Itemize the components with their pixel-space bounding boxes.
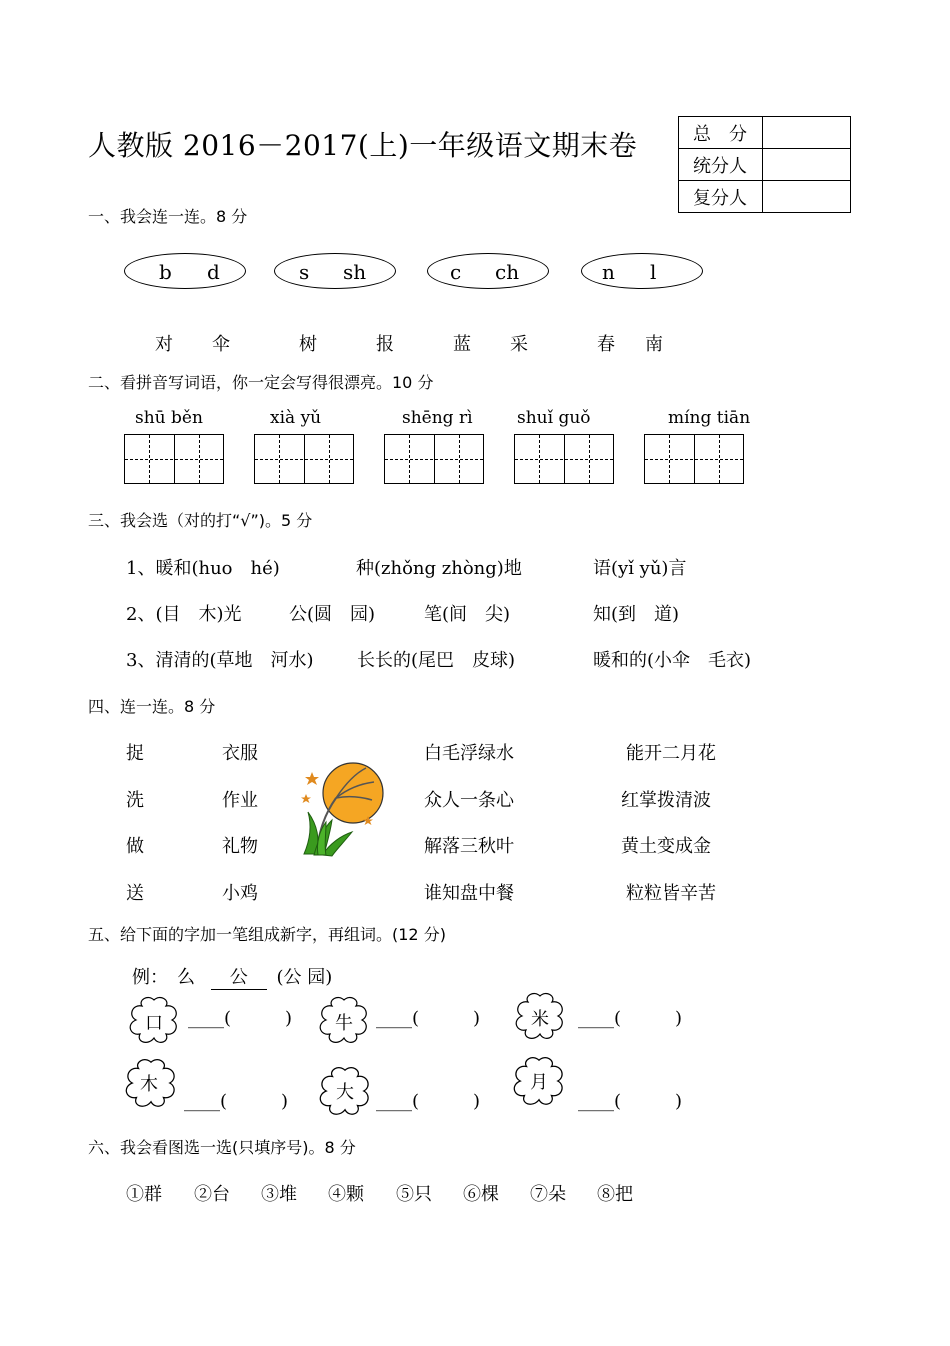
verb-4[interactable]: 送	[126, 883, 144, 904]
poem-first-4[interactable]: 谁知盘中餐	[424, 883, 514, 904]
writing-grid-4[interactable]	[514, 434, 614, 484]
flower-char-yue: 月	[512, 1056, 566, 1106]
choice-1-1[interactable]: 1、暖和(huo hé)	[126, 558, 280, 579]
measure-word-7[interactable]: ⑦朵	[530, 1184, 566, 1205]
choice-1-2[interactable]: 种(zhǒng zhòng)地	[356, 558, 522, 579]
pinyin-pair-2-a: s	[299, 260, 310, 284]
flower-char-niu: 牛	[318, 996, 370, 1044]
answer-blank-1[interactable]: ____( )	[188, 1008, 293, 1029]
answer-blank-5[interactable]: ____( )	[376, 1091, 481, 1112]
choice-2-3[interactable]: 笔(间 尖)	[424, 604, 511, 625]
pinyin-pair-1-a: b	[159, 260, 172, 284]
pinyin-pair-3-a: c	[450, 260, 462, 284]
choice-3-2[interactable]: 长长的(尾巴 皮球)	[357, 650, 516, 671]
pinyin-pair-2[interactable]	[274, 253, 396, 289]
noun-2[interactable]: 作业	[222, 790, 258, 811]
noun-3[interactable]: 礼物	[222, 836, 258, 857]
section-2-heading: 二、看拼音写词语，你一定会写得很漂亮。10 分	[88, 373, 434, 392]
pinyin-word-2: xià yǔ	[270, 408, 322, 428]
score-label-reviewer: 复分人	[679, 181, 763, 213]
measure-word-8[interactable]: ⑧把	[597, 1184, 633, 1205]
poem-first-3[interactable]: 解落三秋叶	[424, 836, 514, 857]
example-prefix: 例： 么	[132, 967, 195, 988]
choice-2-2[interactable]: 公(圆 园)	[289, 604, 376, 625]
example-word: (公 园)	[276, 967, 333, 988]
measure-word-2[interactable]: ②台	[194, 1184, 230, 1205]
section-6-heading: 六、我会看图选一选(只填序号)。8 分	[88, 1138, 356, 1157]
choice-2-1[interactable]: 2、(目 木)光	[126, 604, 242, 625]
match-char-6[interactable]: 采	[510, 334, 528, 355]
moon-grass-illustration	[296, 760, 388, 860]
poem-second-2[interactable]: 红掌拨清波	[621, 790, 711, 811]
answer-blank-6[interactable]: ____( )	[578, 1091, 683, 1112]
section-1-heading: 一、我会连一连。8 分	[88, 207, 248, 226]
noun-1[interactable]: 衣服	[222, 743, 258, 764]
section-5-heading: 五、给下面的字加一笔组成新字，再组词。(12 分)	[88, 925, 446, 944]
poem-first-1[interactable]: 白毛浮绿水	[424, 743, 514, 764]
choice-2-4[interactable]: 知(到 道)	[593, 604, 680, 625]
example-answer: 公	[211, 963, 267, 990]
score-value-counter[interactable]	[763, 149, 851, 181]
choice-3-3[interactable]: 暖和的(小伞 毛衣)	[593, 650, 752, 671]
writing-grid-1[interactable]	[124, 434, 224, 484]
verb-2[interactable]: 洗	[126, 790, 144, 811]
pinyin-pair-1-b: d	[207, 260, 220, 284]
pinyin-pair-4-a: n	[602, 260, 615, 284]
section-4-heading: 四、连一连。8 分	[88, 697, 216, 716]
writing-grid-5[interactable]	[644, 434, 744, 484]
score-label-total: 总 分	[679, 117, 763, 149]
match-char-2[interactable]: 伞	[212, 334, 230, 355]
poem-second-1[interactable]: 能开二月花	[626, 743, 716, 764]
score-label-counter: 统分人	[679, 149, 763, 181]
choice-1-3[interactable]: 语(yǐ yǔ)言	[593, 558, 687, 579]
flower-char-da: 大	[318, 1066, 372, 1116]
pinyin-word-1: shū běn	[135, 408, 203, 428]
match-char-4[interactable]: 报	[376, 334, 394, 355]
answer-blank-4[interactable]: ____( )	[184, 1091, 289, 1112]
pinyin-pair-2-b: sh	[343, 260, 367, 284]
pinyin-pair-4[interactable]	[581, 253, 703, 289]
pinyin-pair-3[interactable]	[427, 253, 549, 289]
match-char-5[interactable]: 蓝	[453, 334, 471, 355]
match-char-8[interactable]: 南	[645, 334, 663, 355]
pinyin-word-4: shuǐ guǒ	[517, 408, 591, 428]
match-char-7[interactable]: 春	[597, 334, 615, 355]
answer-blank-3[interactable]: ____( )	[578, 1008, 683, 1029]
pinyin-word-3: shēng rì	[402, 408, 473, 428]
example-line	[132, 963, 332, 990]
poem-first-2[interactable]: 众人一条心	[424, 790, 514, 811]
measure-word-4[interactable]: ④颗	[328, 1184, 364, 1205]
section-3-heading: 三、我会选（对的打“√”)。5 分	[88, 511, 313, 530]
measure-word-6[interactable]: ⑥棵	[463, 1184, 499, 1205]
match-char-1[interactable]: 对	[155, 334, 173, 355]
measure-word-5[interactable]: ⑤只	[396, 1184, 432, 1205]
pinyin-pair-4-b: l	[650, 260, 657, 284]
verb-3[interactable]: 做	[126, 836, 144, 857]
flower-char-mu: 木	[124, 1058, 178, 1108]
flower-char-kou: 口	[128, 996, 180, 1044]
measure-word-1[interactable]: ①群	[126, 1184, 162, 1205]
flower-char-mi: 米	[514, 992, 566, 1040]
poem-second-4[interactable]: 粒粒皆辛苦	[626, 883, 716, 904]
choice-3-1[interactable]: 3、清清的(草地 河水)	[126, 650, 314, 671]
measure-word-3[interactable]: ③堆	[261, 1184, 297, 1205]
noun-4[interactable]: 小鸡	[222, 883, 258, 904]
score-value-reviewer[interactable]	[763, 181, 851, 213]
poem-second-3[interactable]: 黄土变成金	[621, 836, 711, 857]
writing-grid-3[interactable]	[384, 434, 484, 484]
match-char-3[interactable]: 树	[299, 334, 317, 355]
answer-blank-2[interactable]: ____( )	[376, 1008, 481, 1029]
pinyin-word-5: míng tiān	[668, 408, 751, 428]
page-title: 人教版 2016－2017(上)一年级语文期末卷	[88, 129, 638, 162]
pinyin-pair-3-b: ch	[495, 260, 520, 284]
writing-grid-2[interactable]	[254, 434, 354, 484]
score-table	[678, 116, 851, 213]
verb-1[interactable]: 捉	[126, 743, 144, 764]
pinyin-pair-1[interactable]	[124, 253, 246, 289]
score-value-total[interactable]	[763, 117, 851, 149]
